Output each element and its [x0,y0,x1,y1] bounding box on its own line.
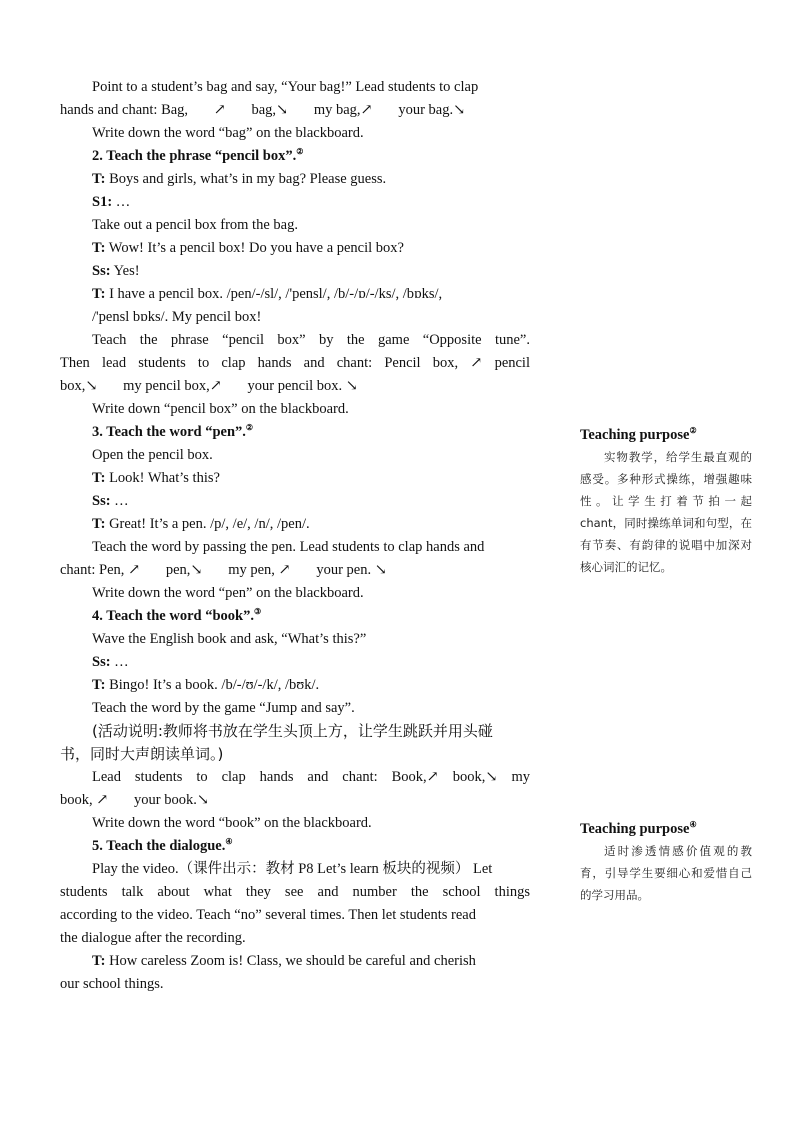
rising-arrow-icon: ↗ [360,102,373,118]
dialogue-line: S1: … [92,194,131,210]
text-line: Wave the English book and ask, “What’s this?” [92,631,367,647]
rising-arrow-icon: ↗ [470,355,483,371]
teaching-purpose-note [580,424,752,578]
falling-arrow-icon: ↘ [85,378,98,394]
teaching-purpose-note [580,818,752,906]
rising-arrow-icon: ↗ [426,769,439,785]
note-title: Teaching purpose② [580,426,697,443]
text-line: /'pensl bɒks/. My pencil box! [92,309,262,325]
section-heading: 4. Teach the word “book”.③ [92,607,262,624]
rising-arrow-icon: ↗ [96,792,109,808]
text-line: Write down “pencil box” on the blackboard. [92,401,349,417]
dialogue-line: T: Great! It’s a pen. /p/, /e/, /n/, /pen/. [92,516,310,532]
lesson-body [60,76,530,996]
dialogue-line: T: Boys and girls, what’s in my bag? Please guess. [92,171,387,187]
dialogue-line: Ss: … [92,654,129,670]
falling-arrow-icon: ↘ [276,102,289,118]
section-heading: 2. Teach the phrase “pencil box”.② [92,147,304,164]
text-line: our school things. [60,976,164,992]
text-line: Write down the word “pen” on the blackboard. [92,585,364,601]
chant-line: box,↘ my pencil box,↗ your pencil box. ↘ [60,378,358,394]
dialogue-line: Ss: Yes! [92,263,140,279]
rising-arrow-icon: ↗ [278,562,291,578]
text-line: Teach the word by the game “Jump and say”. [92,700,355,716]
dialogue-line: Ss: … [92,493,129,509]
note-text: 实物教学，给学生最直观的感受。多种形式操练，增强趣味性。让学生打着节拍一起 chant，同时操练单词和句型，在有节奏、有韵律的说唱中加深对核心词汇的记忆。 [580,450,752,574]
falling-arrow-icon: ↘ [374,562,387,578]
activity-note: (活动说明:教师将书放在学生头顶上方，让学生跳跃并用头碰 [92,722,493,740]
text-line: Teach the phrase “pencil box” by the game “Opposite tune”. [92,332,530,348]
rising-arrow-icon: ↗ [213,102,226,118]
dialogue-line: T: Look! What’s this? [92,470,220,486]
falling-arrow-icon: ↘ [485,769,498,785]
chant-line: hands and chant: Bag, ↗ bag,↘ my bag,↗ your bag.↘ [60,102,466,118]
activity-note: 书，同时大声朗读单词。) [60,745,224,763]
falling-arrow-icon: ↘ [190,562,203,578]
chant-line: Lead students to clap hands and chant: Book,↗ book,↘ my [92,769,530,785]
rising-arrow-icon: ↗ [128,562,141,578]
text-line: Open the pencil box. [92,447,213,463]
falling-arrow-icon: ↘ [196,792,210,808]
text-line: the dialogue after the recording. [60,930,246,946]
dialogue-line: T: Wow! It’s a pencil box! Do you have a pencil box? [92,240,404,256]
chant-line: chant: Pen, ↗ pen,↘ my pen, ↗ your pen. ↘ [60,562,387,578]
text-line: according to the video. Teach “no” several times. Then let students read [60,907,476,923]
text-line: Write down the word “book” on the blackboard. [92,815,372,831]
text-line: Point to a student’s bag and say, “Your bag!” Lead students to clap [92,79,479,95]
note-text: 适时渗透情感价值观的教育，引导学生要细心和爱惜自己的学习用品。 [580,844,752,902]
chant-line: book, ↗ your book.↘ [60,792,210,808]
note-title: Teaching purpose④ [580,820,697,837]
text-line: Teach the word by passing the pen. Lead students to clap hands and [92,539,485,555]
rising-arrow-icon: ↗ [209,378,222,394]
falling-arrow-icon: ↘ [453,102,466,118]
dialogue-line: T: I have a pencil box. /pen/-/sl/, /'pensl/, /b/-/ɒ/-/ks/, /bɒks/, [92,286,443,302]
text-line: students talk about what they see and number the school things [60,884,530,900]
text-line: Write down the word “bag” on the blackboard. [92,125,364,141]
dialogue-line: T: How careless Zoom is! Class, we should be careful and cherish [92,953,476,969]
text-line: Play the video.（课件出示：教材 P8 Let’s learn 板块的视频） Let [92,861,493,877]
falling-arrow-icon: ↘ [345,378,358,394]
text-line: Take out a pencil box from the bag. [92,217,298,233]
chant-line: Then lead students to clap hands and chant: Pencil box, ↗ pencil [60,355,530,371]
section-heading: 3. Teach the word “pen”.② [92,423,254,440]
section-heading: 5. Teach the dialogue.④ [92,837,233,854]
dialogue-line: T: Bingo! It’s a book. /b/-/ʊ/-/k/, /bʊk/. [92,677,320,693]
